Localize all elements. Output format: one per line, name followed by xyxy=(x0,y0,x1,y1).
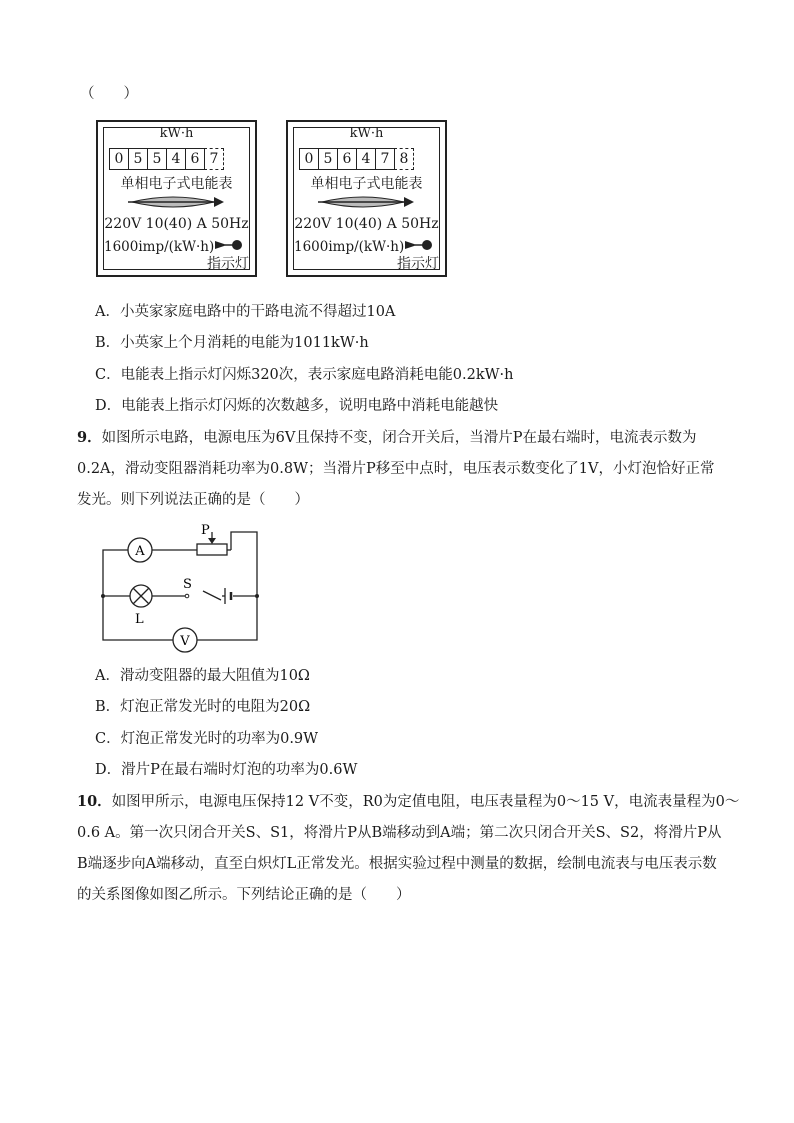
question-number: 9． xyxy=(77,429,102,446)
q9-option-a: A．滑动变阻器的最大阻值为10Ω xyxy=(95,668,310,684)
voltmeter-label: V xyxy=(180,634,190,649)
indicator-lamp-icon xyxy=(405,239,433,251)
meter-digit: 4 xyxy=(356,148,376,170)
meter-digit: 6 xyxy=(185,148,205,170)
meter-digit-decimal: 7 xyxy=(204,148,224,170)
q8-option-b: B．小英家上个月消耗的电能为1011kW·h xyxy=(95,335,369,351)
lamp-label: L xyxy=(135,612,144,627)
q10-stem-line-3: B端逐步向A端移动，直至白炽灯L正常发光。根据实验过程中测量的数据，绘制电流表与电压表示数 xyxy=(77,856,717,872)
meter-digits xyxy=(110,148,224,170)
energy-meter-2 xyxy=(286,120,447,277)
rotation-arrow-icon xyxy=(318,194,418,210)
battery-symbol xyxy=(225,588,231,604)
switch-label: S xyxy=(183,577,192,592)
meter-digits xyxy=(300,148,414,170)
q9-stem-line-1 xyxy=(77,426,697,447)
indicator-lamp-label: 指示灯 xyxy=(397,256,439,272)
meter-digit: 5 xyxy=(147,148,167,170)
meter-rating: 220V 10(40) A 50Hz xyxy=(104,216,249,232)
meter-digit: 7 xyxy=(375,148,395,170)
q9-option-d: D．滑片P在最右端时灯泡的功率为0.6W xyxy=(95,762,358,778)
energy-meter-1 xyxy=(96,120,257,277)
q8-option-d: D．电能表上指示灯闪烁的次数越多，说明电路中消耗电能越快 xyxy=(95,398,499,414)
meter-digit: 5 xyxy=(128,148,148,170)
meter-label: 单相电子式电能表 xyxy=(310,176,423,192)
meter-rating: 220V 10(40) A 50Hz xyxy=(294,216,439,232)
circuit-wires xyxy=(103,532,257,640)
meter-digit-decimal: 8 xyxy=(394,148,414,170)
rheostat-symbol xyxy=(197,523,227,555)
meter-digit: 0 xyxy=(299,148,319,170)
q10-stem-line-1 xyxy=(77,790,739,811)
q9-stem-line-2: 0.2A，滑动变阻器消耗功率为0.8W；当滑片P移至中点时，电压表示数变化了1V，小灯泡恰好正常 xyxy=(77,461,715,477)
question-number: 10． xyxy=(77,793,112,810)
question-8-answer-paren: （ ） xyxy=(80,86,138,102)
ammeter-symbol xyxy=(128,538,152,562)
junction-dot xyxy=(101,594,105,598)
meter-unit: kW·h xyxy=(159,126,194,141)
meter-digit: 6 xyxy=(337,148,357,170)
indicator-lamp-label: 指示灯 xyxy=(207,256,249,272)
meter-impulse-constant: 1600imp/(kW·h) xyxy=(104,239,215,255)
meter-digit: 0 xyxy=(109,148,129,170)
q10-text: 如图甲所示，电源电压保持12 V不变，R0为定值电阻，电压表量程为0～15 V，电流表量程为0～ xyxy=(111,794,740,810)
q9-stem-line-3: 发光。则下列说法正确的是（ ） xyxy=(77,492,309,508)
q8-option-a: A．小英家家庭电路中的干路电流不得超过10A xyxy=(95,304,396,320)
q9-option-b: B．灯泡正常发光时的电阻为20Ω xyxy=(95,699,311,715)
ammeter-label: A xyxy=(135,544,145,559)
meter-digit: 4 xyxy=(166,148,186,170)
meter-impulse-constant: 1600imp/(kW·h) xyxy=(294,239,405,255)
meter-label: 单相电子式电能表 xyxy=(120,176,233,192)
junction-dot xyxy=(255,594,259,598)
lamp-symbol xyxy=(130,585,152,627)
switch-symbol xyxy=(183,577,192,598)
rotation-arrow-icon xyxy=(128,194,228,210)
meter-unit: kW·h xyxy=(349,126,384,141)
q9-circuit-diagram xyxy=(95,520,270,656)
q10-stem-line-4: 的关系图像如图乙所示。下列结论正确的是（ ） xyxy=(77,887,411,903)
slider-label: P xyxy=(201,523,210,538)
indicator-lamp-icon xyxy=(215,239,243,251)
q10-stem-line-2: 0.6 A。第一次只闭合开关S、S1，将滑片P从B端移动到A端；第二次只闭合开关S、S2，将滑片P从 xyxy=(77,825,722,841)
voltmeter-symbol xyxy=(173,628,197,652)
q9-option-c: C．灯泡正常发光时的功率为0.9W xyxy=(95,731,319,747)
q9-text: 如图所示电路，电源电压为6V且保持不变，闭合开关后，当滑片P在最右端时，电流表示数为 xyxy=(101,430,697,446)
q8-option-c: C．电能表上指示灯闪烁320次，表示家庭电路消耗电能0.2kW·h xyxy=(95,367,514,383)
meter-digit: 5 xyxy=(318,148,338,170)
